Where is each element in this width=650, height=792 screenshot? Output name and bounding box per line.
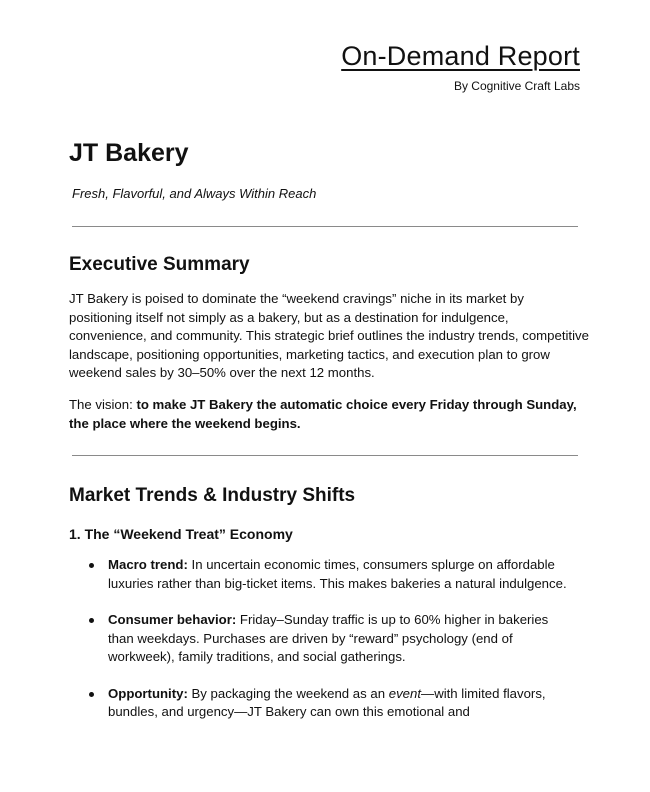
vision-lead: The vision: bbox=[69, 397, 137, 412]
bullet-icon bbox=[89, 692, 94, 697]
section-divider bbox=[72, 226, 578, 227]
bullet-label: Opportunity: bbox=[108, 685, 188, 701]
report-header bbox=[341, 40, 580, 94]
weekend-treat-subheading: 1. The “Weekend Treat” Economy bbox=[69, 526, 293, 542]
report-title: On-Demand Report bbox=[341, 41, 580, 71]
bullet-text: In uncertain economic times, consumers splurge on affordable luxuries rather than big-ticket items. This makes bakeries a natural indulgence. bbox=[108, 557, 567, 591]
vision-statement bbox=[69, 396, 589, 433]
market-trends-heading: Market Trends & Industry Shifts bbox=[69, 485, 356, 506]
bullet-text: By packaging the weekend as an bbox=[187, 685, 389, 701]
vision-bold-text: to make JT Bakery the automatic choice every Friday through Sunday, the place where the weekend begins. bbox=[69, 397, 577, 431]
bullet-italic-text: event bbox=[388, 685, 421, 701]
list-item bbox=[86, 685, 572, 722]
company-name: JT Bakery bbox=[69, 139, 189, 167]
company-tagline: Fresh, Flavorful, and Always Within Reach bbox=[72, 186, 317, 201]
bullet-label: Macro trend: bbox=[108, 557, 188, 572]
bullet-icon bbox=[89, 563, 94, 568]
list-item bbox=[86, 556, 572, 593]
bullet-label: Consumer behavior: bbox=[108, 612, 237, 627]
report-byline: By Cognitive Craft Labs bbox=[453, 79, 580, 93]
executive-summary-heading: Executive Summary bbox=[69, 254, 250, 275]
bullet-icon bbox=[89, 618, 94, 623]
bullet-text: Friday–Sunday traffic is up to 60% higher in bakeries than weekdays. Purchases are driven by “reward” psychology (end of workweek), family traditions, and social gatherings. bbox=[108, 612, 549, 664]
executive-summary-paragraph: JT Bakery is poised to dominate the “weekend cravings” niche in its market by positioning itself not simply as a bakery, but as a destination for indulgence, convenience, and community. This strategic brief outlines the industry trends, competitive landscape, positioning opportunities, marketing tactics, and execution plan to grow weekend sales by 30–50% over the next 12 months. bbox=[69, 291, 589, 380]
list-item bbox=[86, 611, 572, 667]
bullet-text-continued: —with limited flavors, bundles, and urgency—JT Bakery can own this emotional and bbox=[108, 685, 546, 719]
section-divider bbox=[72, 455, 578, 456]
market-trends-bullet-list bbox=[86, 556, 572, 740]
